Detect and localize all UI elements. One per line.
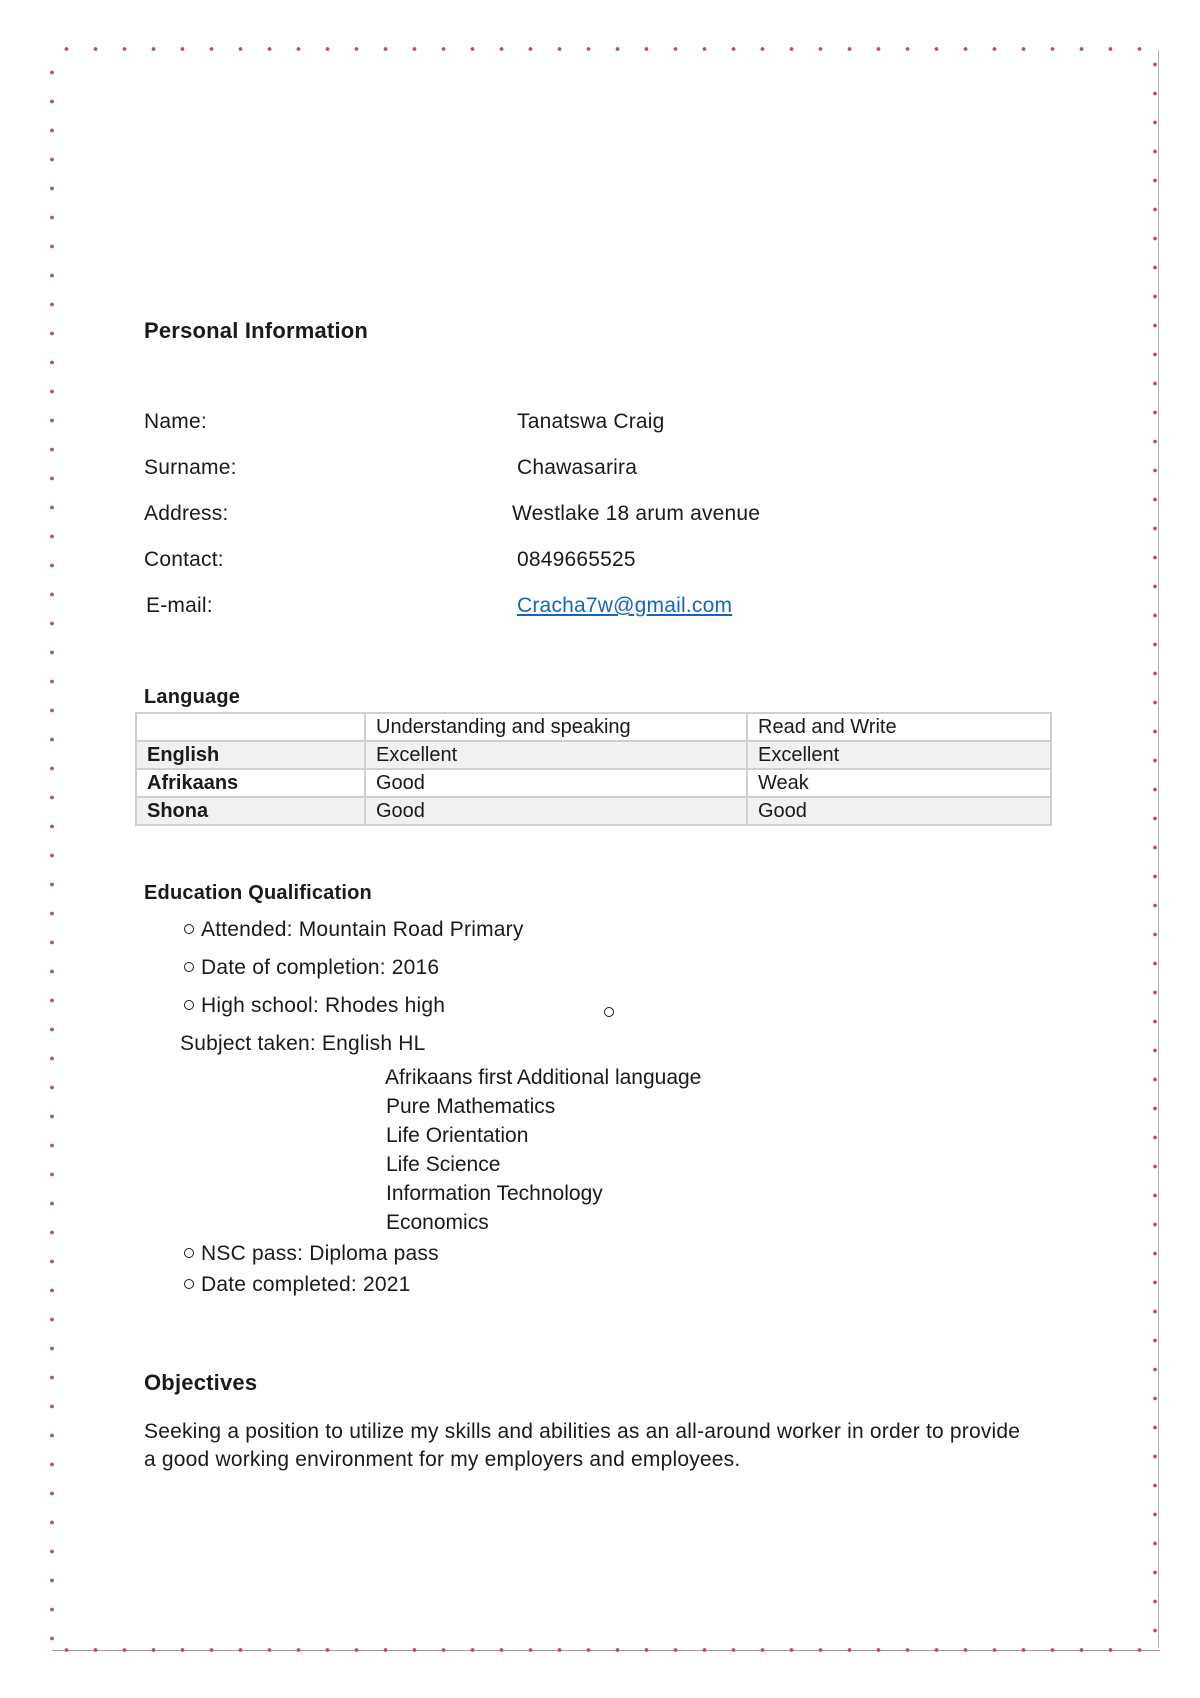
understanding-cell: Excellent [365,741,747,769]
address-label: Address: [144,502,229,525]
surname-value: Chawasarira [517,456,638,479]
date-completed-text: Date completed: 2021 [201,1273,411,1296]
personal-info-heading: Personal Information [144,318,369,343]
table-header-cell [136,713,365,741]
attended-text: Attended: Mountain Road Primary [201,918,524,941]
date-completion-text: Date of completion: 2016 [201,956,440,979]
education-heading: Education Qualification [144,882,372,904]
email-label: E-mail: [146,594,213,617]
empty-bullet-icon [604,1004,614,1022]
bullet-icon [184,1279,194,1289]
bullet-icon [184,1000,194,1010]
page-border-bottom [52,1647,1160,1653]
table-row [136,769,1051,797]
language-heading: Language [144,686,241,708]
read-write-cell: Excellent [747,741,1051,769]
name-value: Tanatswa Craig [517,410,665,433]
table-row [136,797,1051,825]
list-item [184,994,445,1018]
surname-label: Surname: [144,456,237,479]
address-value: Westlake 18 arum avenue [512,502,761,525]
objectives-heading: Objectives [144,1370,258,1395]
objectives-text: Seeking a position to utilize my skills and abilities as an all-around worker in order to provide a good working environment for my employers and employees. [144,1420,1021,1471]
list-item [184,918,524,942]
bullet-icon [184,1248,194,1258]
nsc-pass-text: NSC pass: Diploma pass [201,1242,439,1265]
subjects-label: Subject taken: English HL [180,1032,426,1055]
contact-label: Contact: [144,548,224,571]
contact-value: 0849665525 [517,548,636,571]
email-link[interactable]: Cracha7w@gmail.com [517,594,733,617]
understanding-cell: Good [365,797,747,825]
subject-item: Information Technology [386,1182,603,1205]
bullet-icon [184,924,194,934]
read-write-cell: Weak [747,769,1051,797]
page-border-left [49,58,55,1648]
list-item [184,1242,439,1266]
page-border-right [1152,50,1160,1648]
table-header-cell: Read and Write [747,713,1051,741]
table-header-cell: Understanding and speaking [365,713,747,741]
subject-item: Economics [386,1211,489,1234]
high-school-text: High school: Rhodes high [201,994,446,1017]
table-header-row [136,713,1051,741]
bullet-icon [184,962,194,972]
subject-item: Life Orientation [386,1124,529,1147]
list-item [184,1273,410,1297]
language-name-cell: Afrikaans [136,769,365,797]
table-row [136,741,1051,769]
subject-item: Pure Mathematics [386,1095,556,1118]
understanding-cell: Good [365,769,747,797]
name-label: Name: [144,410,207,433]
subject-item: Afrikaans first Additional language [385,1066,702,1089]
page-border-top [52,46,1160,52]
language-name-cell: English [136,741,365,769]
list-item [184,956,439,980]
language-table [135,712,1052,826]
subject-item: Life Science [386,1153,501,1176]
language-name-cell: Shona [136,797,365,825]
read-write-cell: Good [747,797,1051,825]
